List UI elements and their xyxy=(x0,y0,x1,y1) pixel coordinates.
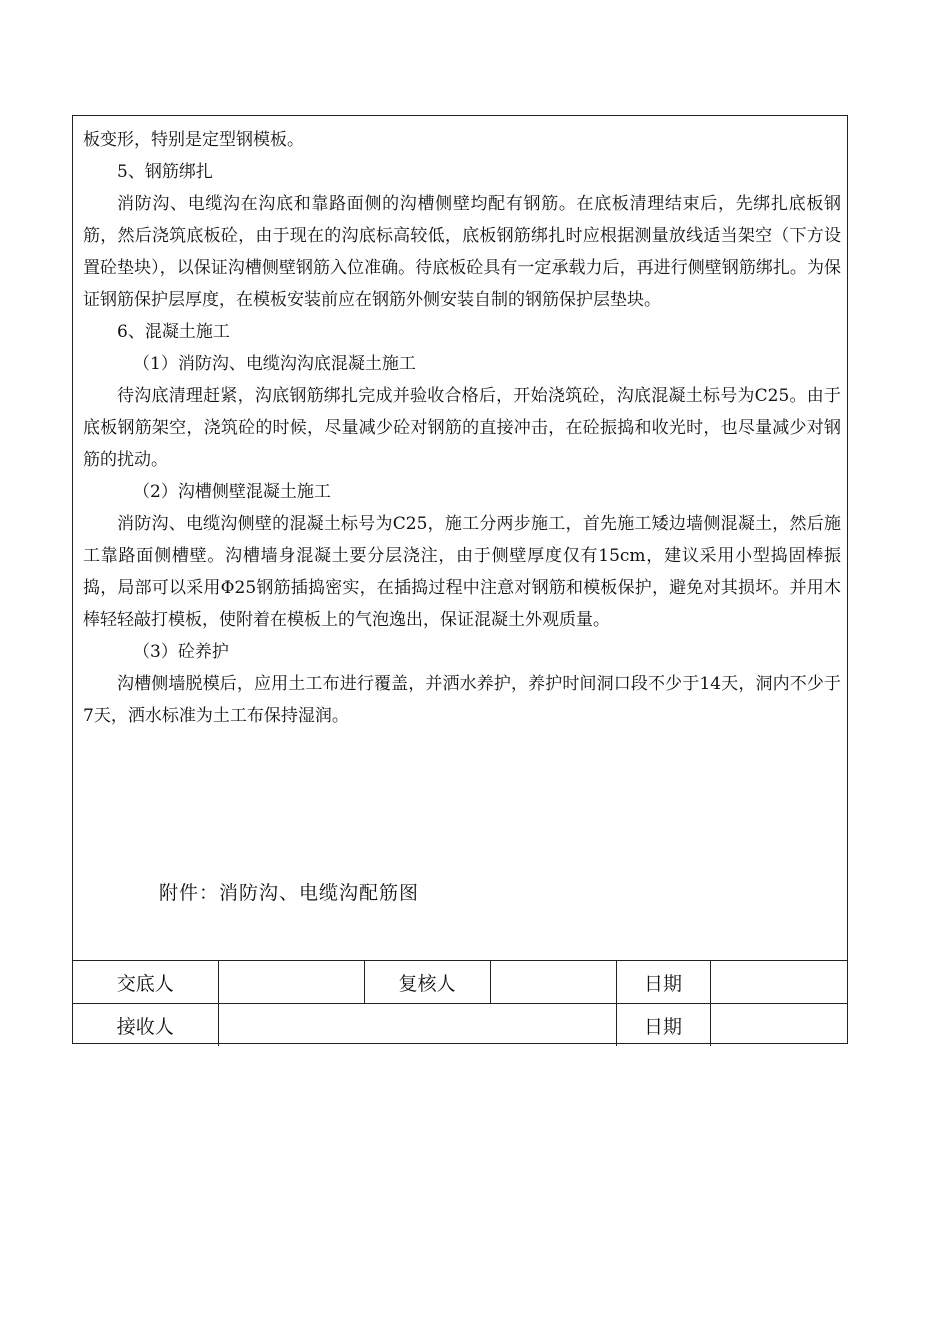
reviewer-field[interactable] xyxy=(490,961,616,1004)
document-body xyxy=(83,124,841,732)
table-row xyxy=(73,1004,847,1047)
section-heading-rebar: 5、钢筋绑扎 xyxy=(117,162,213,182)
receiver-field[interactable] xyxy=(218,1004,616,1047)
receiver-label: 接收人 xyxy=(73,1004,218,1047)
paragraph-wall-concrete: 消防沟、电缆沟侧壁的混凝土标号为C25，施工分两步施工，首先施工矮边墙侧混凝土，然后施工靠路面侧槽壁。沟槽墙身混凝土要分层浇注，由于侧壁厚度仅有15cm，建议采用小型捣固棒振捣，局部可以采用Φ25钢筋插捣密实，在插捣过程中注意对钢筋和模板保护，避免对其损坏。并用木棒轻轻敲打模板，使附着在模板上的气泡逸出，保证混凝土外观质量。 xyxy=(83,514,841,630)
paragraph-curing: 沟槽侧墙脱模后，应用土工布进行覆盖，并洒水养护，养护时间洞口段不少于14天，洞内不少于7天，洒水标准为土工布保持湿润。 xyxy=(83,674,841,726)
paragraph-continuation: 板变形，特别是定型钢模板。 xyxy=(83,130,304,150)
signature-table xyxy=(73,960,847,1046)
attachment-note: 附件：消防沟、电缆沟配筋图 xyxy=(159,882,420,904)
subheading-bottom-concrete: （1）消防沟、电缆沟沟底混凝土施工 xyxy=(133,354,416,374)
reviewer-label: 复核人 xyxy=(364,961,490,1004)
subheading-wall-concrete: （2）沟槽侧壁混凝土施工 xyxy=(133,482,331,502)
subheading-curing: （3）砼养护 xyxy=(133,642,229,662)
table-row xyxy=(73,961,847,1004)
paragraph-rebar: 消防沟、电缆沟在沟底和靠路面侧的沟槽侧壁均配有钢筋。在底板清理结束后，先绑扎底板钢筋，然后浇筑底板砼，由于现在的沟底标高较低，底板钢筋绑扎时应根据测量放线适当架空（下方设置砼垫块），以保证沟槽侧壁钢筋入位准确。待底板砼具有一定承载力后，再进行侧壁钢筋绑扎。为保证钢筋保护层厚度，在模板安装前应在钢筋外侧安装自制的钢筋保护层垫块。 xyxy=(83,194,841,310)
date-field[interactable] xyxy=(710,961,847,1004)
date-label: 日期 xyxy=(616,961,710,1004)
document-frame xyxy=(72,115,848,1044)
discloser-label: 交底人 xyxy=(73,961,218,1004)
discloser-field[interactable] xyxy=(218,961,364,1004)
paragraph-bottom-concrete: 待沟底清理赶紧，沟底钢筋绑扎完成并验收合格后，开始浇筑砼，沟底混凝土标号为C25。由于底板钢筋架空，浇筑砼的时候，尽量减少砼对钢筋的直接冲击，在砼振捣和收光时，也尽量减少对钢筋的扰动。 xyxy=(83,386,841,470)
date-label: 日期 xyxy=(616,1004,710,1047)
section-heading-concrete: 6、混凝土施工 xyxy=(117,322,230,342)
date-field[interactable] xyxy=(710,1004,847,1047)
